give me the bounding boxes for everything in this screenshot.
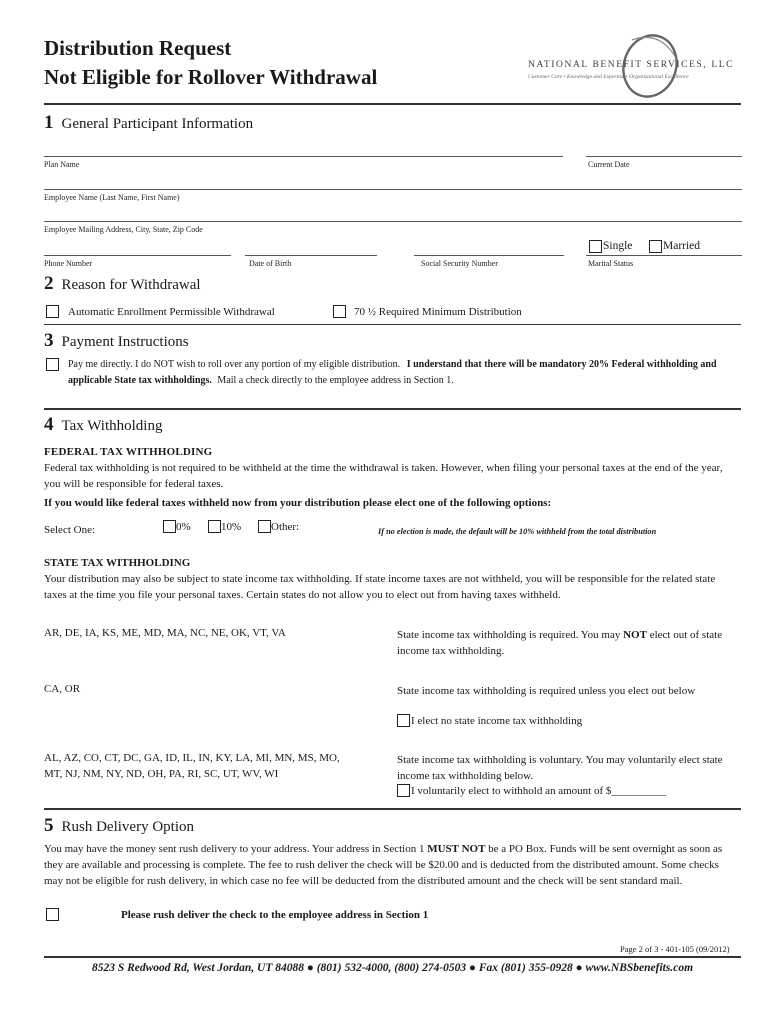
mailing-address-field[interactable]: [44, 221, 742, 222]
no-state-withholding-label: I elect no state income tax withholding: [411, 715, 583, 727]
section5-number: 5: [44, 815, 54, 836]
section4-number: 4: [44, 414, 54, 435]
form-title-line2: Not Eligible for Rollover Withdrawal: [44, 65, 378, 89]
rush-delivery-text: [44, 841, 738, 889]
fed-other-checkbox[interactable]: [258, 520, 271, 533]
mailing-address-label: Employee Mailing Address, City, State, Zip Code: [44, 225, 203, 234]
page-number: Page 2 of 3 - 401-105 (09/2012): [620, 944, 730, 954]
auto-enrollment-label: Automatic Enrollment Permissible Withdrawal: [68, 306, 275, 318]
rush-text-bold: MUST NOT: [427, 843, 486, 855]
logo-company-name: NATIONAL BENEFIT SERVICES, LLC: [528, 60, 735, 70]
plan-name-field[interactable]: [44, 156, 563, 157]
select-one-label: Select One:: [44, 524, 96, 536]
row1-desc-b: elect out of state income tax withholding.: [397, 629, 723, 657]
pay-directly-text-bold: I understand that there will be mandatory 20% Federal withholding and applicable State tax withholdings.: [68, 359, 717, 386]
rush-text-a: You may have the money sent rush delivery to your address. Your address in Section 1: [44, 843, 428, 855]
section2-title: Reason for Withdrawal: [61, 277, 201, 293]
dob-label: Date of Birth: [249, 259, 292, 268]
rush-text-b: be a PO Box. Funds will be sent overnight as soon as they are available and processing is complete. The fee to rush deliver the check will be $20.00 and is deducted from the distributed amount. Some checks may not be eligible for rush delivery, in which case no fee will be deducted from the distributed amount and the check will be sent standard mail.: [44, 843, 723, 887]
section4-title: Tax Withholding: [61, 418, 163, 434]
section1-heading: [44, 112, 253, 134]
section3-rule: [44, 408, 741, 410]
marital-status-field: [586, 255, 742, 256]
fed-10-checkbox[interactable]: [208, 520, 221, 533]
current-date-label: Current Date: [588, 160, 630, 169]
dob-field[interactable]: [245, 255, 377, 256]
federal-prompt: If you would like federal taxes withheld now from your distribution please elect one of the following options:: [44, 497, 552, 509]
rush-delivery-checkbox[interactable]: [46, 908, 59, 921]
footer-address: 8523 S Redwood Rd, West Jordan, UT 84088 ● (801) 532-4000, (800) 274-0503 ● Fax (801) 355-0928 ● www.NBSbenefits.com: [91, 962, 694, 974]
phone-label: Phone Number: [44, 259, 93, 268]
federal-heading: FEDERAL TAX WITHHOLDING: [44, 446, 213, 458]
row3-desc: State income tax withholding is voluntary. You may voluntarily elect state income tax withholding below.: [397, 754, 723, 782]
section4-rule: [44, 808, 741, 810]
state-text: Your distribution may also be subject to state income tax withholding. If state income taxes are not withheld, you will be responsible for the related state taxes at the time you file your personal taxes. Certain states do not allow you to elect out from having taxes withheld.: [44, 573, 716, 601]
fed-0-checkbox[interactable]: [163, 520, 176, 533]
fed-10-label: 10%: [221, 521, 242, 533]
employee-name-field[interactable]: [44, 189, 742, 190]
married-label: Married: [663, 240, 701, 252]
pay-directly-checkbox[interactable]: [46, 358, 59, 371]
ssn-label: Social Security Number: [421, 259, 498, 268]
header-rule: [44, 103, 741, 105]
form-title-line1: Distribution Request: [44, 36, 232, 60]
rush-delivery-label: Please rush deliver the check to the employee address in Section 1: [121, 909, 429, 921]
row2-states: CA, OR: [44, 683, 81, 695]
auto-enrollment-checkbox[interactable]: [46, 305, 59, 318]
section5-heading: [44, 815, 194, 837]
footer-rule: [44, 956, 741, 958]
fed-0-label: 0%: [176, 521, 191, 533]
pay-directly-text: [68, 357, 740, 389]
section1-title: General Participant Information: [61, 116, 254, 132]
fed-other-label: Other:: [271, 521, 300, 533]
section3-title: Payment Instructions: [61, 334, 189, 350]
logo-tagline: Customer Care • Knowledge and Expertise • Organizational Excellence: [528, 74, 689, 80]
plan-name-label: Plan Name: [44, 160, 80, 169]
single-label: Single: [603, 240, 633, 252]
section4-heading: [44, 414, 162, 436]
row1-states: AR, DE, IA, KS, ME, MD, MA, NC, NE, OK, VT, VA: [44, 627, 286, 639]
section3-number: 3: [44, 330, 54, 351]
section1-number: 1: [44, 112, 54, 133]
default-note: If no election is made, the default will be 10% withheld from the total distribution: [378, 527, 657, 536]
state-heading: STATE TAX WITHHOLDING: [44, 557, 191, 569]
rmd-label: 70 ½ Required Minimum Distribution: [354, 306, 522, 318]
row1-desc: [397, 627, 740, 659]
section2-heading: [44, 273, 201, 295]
company-logo: [520, 28, 735, 100]
row1-desc-a: State income tax withholding is required. You may: [397, 629, 624, 641]
row3-states-line1: AL, AZ, CO, CT, DC, GA, ID, IL, IN, KY, LA, MI, MN, MS, MO,: [44, 752, 340, 764]
section2-rule: [44, 324, 741, 325]
pay-directly-text-c: Mail a check directly to the employee address in Section 1.: [217, 375, 454, 386]
section5-title: Rush Delivery Option: [61, 819, 194, 835]
row1-desc-bold: NOT: [623, 629, 647, 641]
married-checkbox[interactable]: [649, 240, 662, 253]
rmd-checkbox[interactable]: [333, 305, 346, 318]
row2-desc: State income tax withholding is required unless you elect out below: [397, 685, 696, 697]
section3-heading: [44, 330, 189, 352]
section2-number: 2: [44, 273, 54, 294]
current-date-field[interactable]: [586, 156, 742, 157]
voluntary-withhold-checkbox[interactable]: [397, 784, 410, 797]
voluntary-withhold-label: I voluntarily elect to withhold an amount of $__________: [411, 785, 667, 797]
pay-directly-text-a: Pay me directly. I do NOT wish to roll over any portion of my eligible distribution.: [68, 359, 401, 370]
employee-name-label: Employee Name (Last Name, First Name): [44, 193, 180, 202]
no-state-withholding-checkbox[interactable]: [397, 714, 410, 727]
marital-status-label: Marital Status: [588, 259, 634, 268]
federal-text: Federal tax withholding is not required to be withheld at the time the withdrawal is taken. However, when filing your personal taxes at the end of the year, you will be responsible for federal taxes.: [44, 462, 723, 490]
phone-field[interactable]: [44, 255, 231, 256]
ssn-field[interactable]: [414, 255, 564, 256]
single-checkbox[interactable]: [589, 240, 602, 253]
row3-states-line2: MT, NJ, NM, NY, ND, OH, PA, RI, SC, UT, WV, WI: [44, 768, 279, 780]
